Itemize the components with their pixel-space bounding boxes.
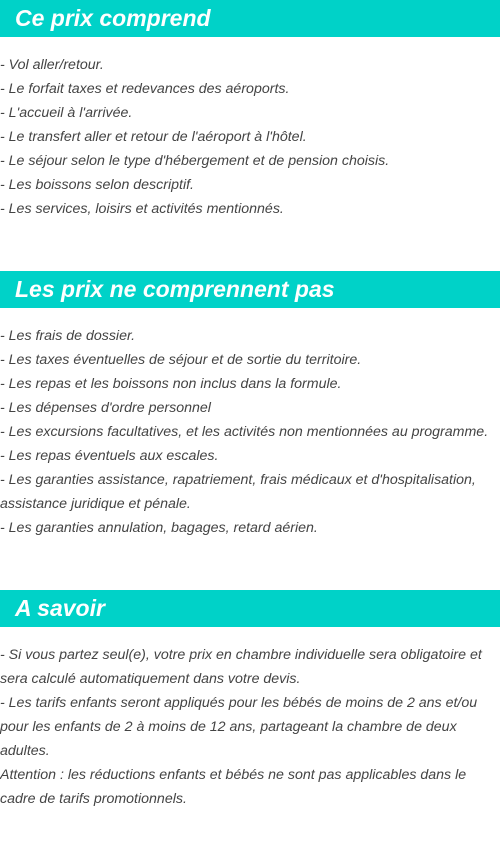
list-item: Attention : les réductions enfants et bébés ne sont pas applicables dans le cadre de tarifs promotionnels. (0, 767, 467, 807)
list-item: - Si vous partez seul(e), votre prix en chambre individuelle sera obligatoire et sera calculé automatiquement dans votre devis. (0, 647, 482, 687)
list-item: - Les boissons selon descriptif. (0, 177, 194, 193)
list-item: - Le transfert aller et retour de l'aéroport à l'hôtel. (0, 129, 307, 145)
good-to-know-list (0, 643, 500, 811)
list-item: - Les services, loisirs et activités mentionnés. (0, 201, 284, 217)
list-item: - Le forfait taxes et redevances des aéroports. (0, 81, 290, 97)
list-item: - Les taxes éventuelles de séjour et de sortie du territoire. (0, 352, 362, 368)
included-list (0, 53, 500, 221)
section-title-good-to-know: A savoir (0, 590, 500, 627)
list-item: - Les excursions facultatives, et les activités non mentionnées au programme. (0, 424, 489, 440)
list-item: - Les garanties annulation, bagages, retard aérien. (0, 520, 318, 536)
list-item: - Le séjour selon le type d'hébergement et de pension choisis. (0, 153, 390, 169)
list-item: - Les garanties assistance, rapatriement, frais médicaux et d'hospitalisation, assistance juridique et pénale. (0, 472, 476, 512)
section-title-included: Ce prix comprend (0, 0, 500, 37)
list-item: - L'accueil à l'arrivée. (0, 105, 133, 121)
list-item: - Les frais de dossier. (0, 328, 136, 344)
list-item: - Les repas et les boissons non inclus dans la formule. (0, 376, 342, 392)
section-title-not-included: Les prix ne comprennent pas (0, 271, 500, 308)
list-item: - Les dépenses d'ordre personnel (0, 400, 211, 416)
list-item: - Les repas éventuels aux escales. (0, 448, 219, 464)
not-included-list (0, 324, 500, 540)
list-item: - Vol aller/retour. (0, 57, 104, 73)
list-item: - Les tarifs enfants seront appliqués pour les bébés de moins de 2 ans et/ou pour les enfants de 2 à moins de 12 ans, partageant la chambre de deux adultes. (0, 695, 478, 759)
